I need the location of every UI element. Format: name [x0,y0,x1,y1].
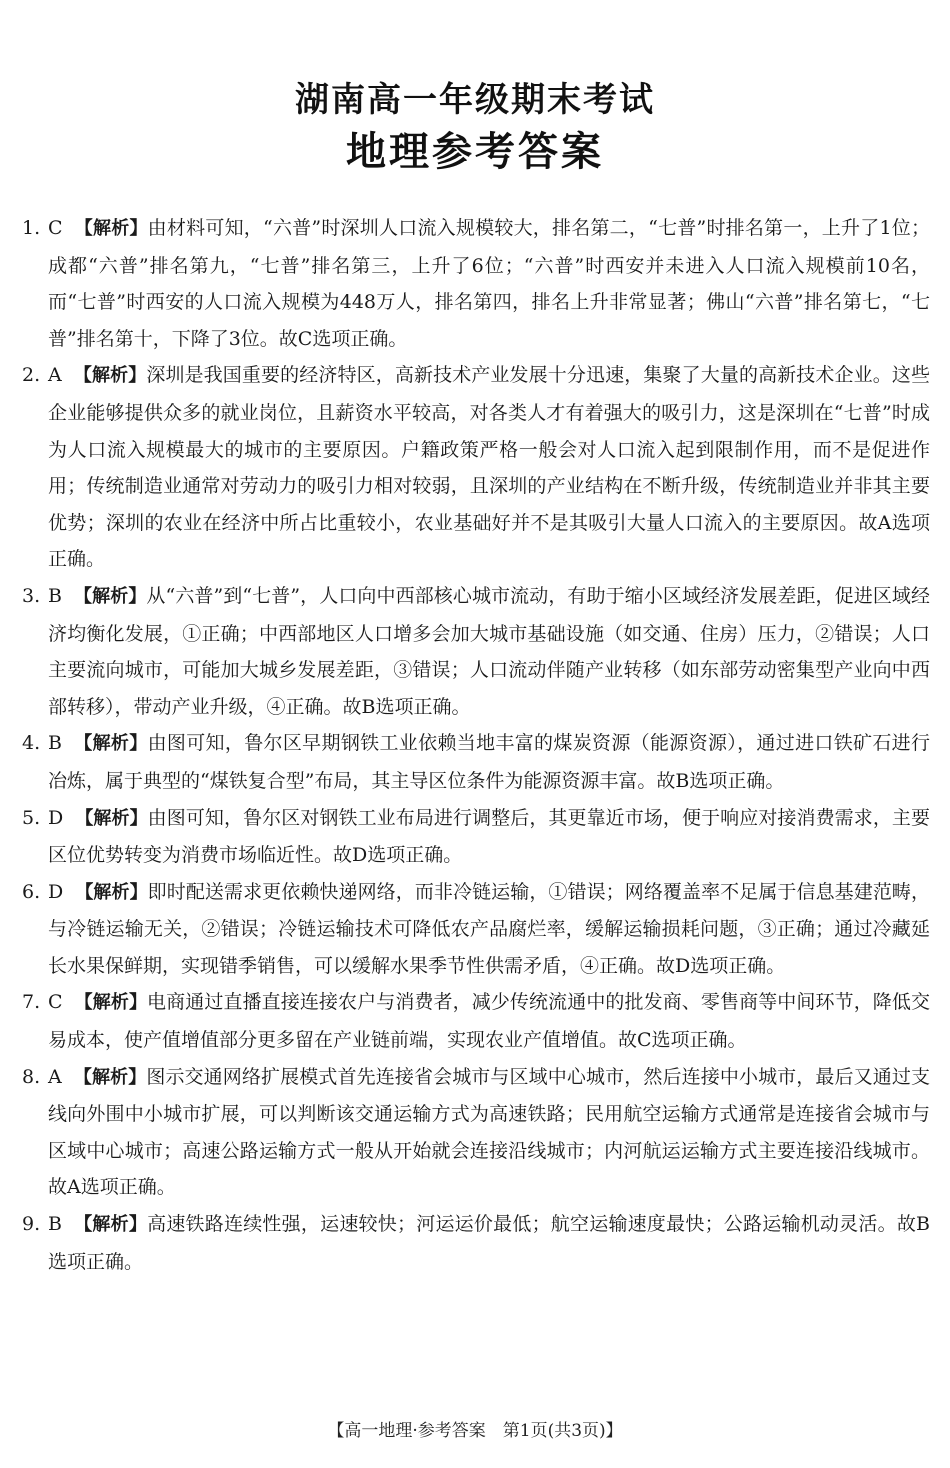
analysis-tag: 【解析】 [75,807,148,829]
analysis-tag: 【解析】 [73,585,147,607]
answer-number: 5. [22,806,41,829]
answer-number: 9. [22,1213,41,1236]
answer-item-1 [22,210,930,357]
analysis-text: 由图可知，鲁尔区早期钢铁工业依赖当地丰富的煤炭资源（能源资源），通过进口铁矿石进行冶炼，属于典型的“煤铁复合型”布局，其主导区位条件为能源资源丰富。故B选项正确。 [48,732,930,792]
answer-choice: B [48,584,62,607]
analysis-text: 由图可知，鲁尔区对钢铁工业布局进行调整后，其更靠近市场，便于响应对接消费需求，主要区位优势转变为消费市场临近性。故D选项正确。 [48,806,930,867]
answer-choice: D [48,806,64,829]
analysis-text: 从“六普”到“七普”，人口向中西部核心城市流动，有助于缩小区域经济发展差距，促进区域经济均衡化发展，①正确；中西部地区人口增多会加大城市基础设施（如交通、住房）压力，②错误；人口主要流向城市，可能加大城乡发展差距，③错误；人口流动伴随产业转移（如东部劳动密集型产业向中西部转移），带动产业升级，④正确。故B选项正确。 [48,584,931,718]
answer-number: 6. [22,880,41,903]
answer-choice: C [48,991,63,1014]
answer-item-6 [22,874,930,985]
answer-key-title: 地理参考答案 [346,129,604,175]
answer-item-4 [22,725,930,799]
page-footer: 【高一地理·参考答案 第1页(共3页)】 [327,1421,623,1441]
analysis-tag: 【解析】 [73,1214,148,1236]
answer-number: 2. [22,364,41,387]
analysis-text: 深圳是我国重要的经济特区，高新技术产业发展十分迅速，集聚了大量的高新技术企业。这些企业能够提供众多的就业岗位，且薪资水平较高，对各类人才有着强大的吸引力，这是深圳在“七普”时成为人口流入规模最大的城市的主要原因。户籍政策严格一般会对人口流入起到限制作用，而不是促进作用；传统制造业通常对劳动力的吸引力相对较弱，且深圳的产业结构在不断升级，传统制造业并非其主要优势；深圳的农业在经济中所占比重较小，农业基础好并不是其吸引大量人口流入的主要原因。故A选项正确。 [48,364,930,571]
analysis-text: 由材料可知，“六普”时深圳人口流入规模较大，排名第二，“七普”时排名第一，上升了1位；成都“六普”排名第九，“七普”排名第三，上升了6位；“六普”时西安并未进入人口流入规模前10名，而“七普”时西安的人口流入规模为448万人，排名第四，排名上升非常显著；佛山“六普”排名第七，“七普”排名第十，下降了3位。故C选项正确。 [48,217,930,350]
answer-item-7 [22,984,930,1058]
answer-choice: B [48,1213,62,1236]
analysis-tag: 【解析】 [73,365,147,387]
analysis-text: 高速铁路连续性强，运速较快；河运运价最低；航空运输速度最快；公路运输机动灵活。故B选项正确。 [48,1213,931,1273]
answer-number: 3. [22,584,41,607]
answer-item-9 [22,1206,930,1280]
analysis-tag: 【解析】 [75,881,148,903]
answer-item-5 [22,800,930,874]
answer-number: 7. [22,991,41,1014]
answer-choice: C [48,217,63,239]
answer-choice: B [48,732,62,755]
analysis-tag: 【解析】 [74,218,148,239]
exam-title: 湖南高一年级期末考试 [295,80,655,120]
answer-choice: D [48,880,64,903]
analysis-tag: 【解析】 [74,992,148,1014]
analysis-text: 即时配送需求更依赖快递网络，而非冷链运输，①错误；网络覆盖率不足属于信息基建范畴，与冷链运输无关，②错误；冷链运输技术可降低农产品腐烂率，缓解运输损耗问题，③正确；通过冷藏延长水果保鲜期，实现错季销售，可以缓解水果季节性供需矛盾，④正确。故D选项正确。 [48,880,930,977]
analysis-text: 电商通过直播直接连接农户与消费者，减少传统流通中的批发商、零售商等中间环节，降低交易成本，使产值增值部分更多留在产业链前端，实现农业产值增值。故C选项正确。 [48,991,930,1052]
analysis-tag: 【解析】 [73,1066,147,1088]
answer-number: 1. [22,217,41,239]
answer-choice: A [48,364,62,387]
answer-choice: A [48,1065,62,1088]
analysis-tag: 【解析】 [73,733,148,755]
answer-item-8 [22,1059,930,1206]
answer-number: 8. [22,1065,41,1088]
answer-item-3 [22,578,930,725]
answer-item-2 [22,357,930,578]
analysis-text: 图示交通网络扩展模式首先连接省会城市与区域中心城市，然后连接中小城市，最后又通过支线向外围中小城市扩展，可以判断该交通运输方式为高速铁路；民用航空运输方式通常是连接省会城市与区域中心城市；高速公路运输方式一般从开始就会连接沿线城市；内河航运运输方式主要连接沿线城市。故A选项正确。 [48,1065,930,1199]
answer-number: 4. [22,732,41,755]
answer-list [22,210,930,1280]
